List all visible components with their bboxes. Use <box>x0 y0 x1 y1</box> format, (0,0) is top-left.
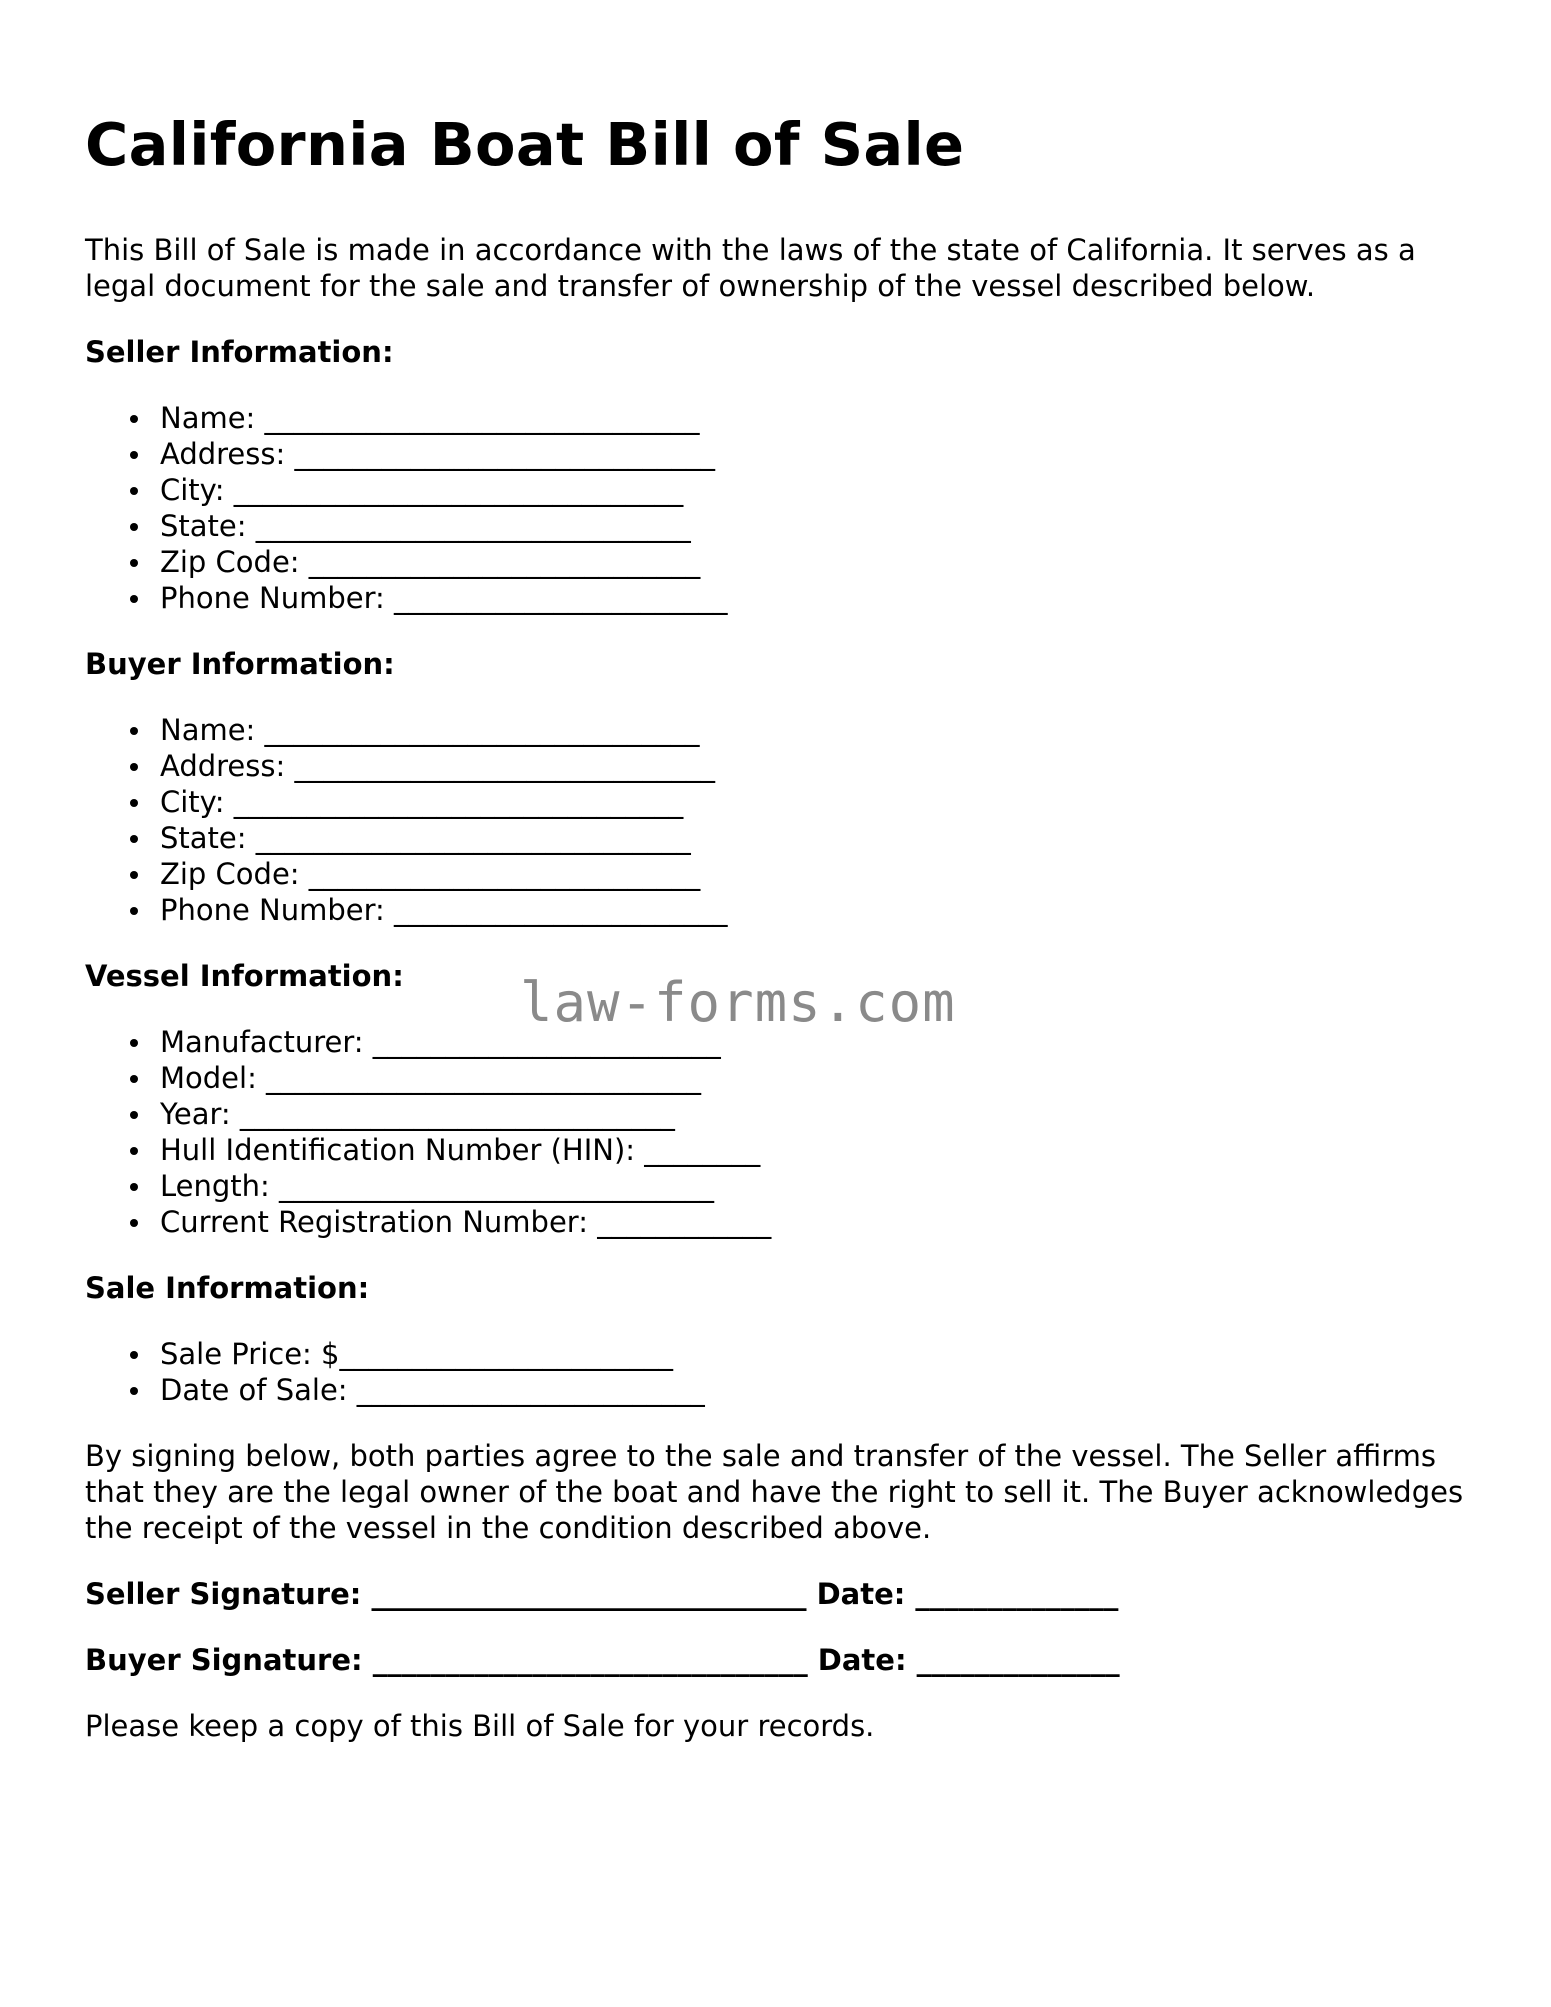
records-note: Please keep a copy of this Bill of Sale for your records. <box>85 1709 875 1743</box>
buyer-zip-field: Zip Code: ___________________________ <box>160 856 1465 892</box>
closing-paragraph: By signing below, both parties agree to the sale and transfer of the vessel. The Seller affirms that they are the legal owner of the boat and have the right to sell it. The Buyer acknowledges the receipt of the vessel in the condition described above. <box>85 1439 1464 1545</box>
vessel-year-field: Year: ______________________________ <box>160 1096 1465 1132</box>
vessel-model-field: Model: ______________________________ <box>160 1060 1465 1096</box>
buyer-fields-list <box>85 712 1465 928</box>
seller-fields-list <box>85 400 1465 616</box>
seller-city-field: City: _______________________________ <box>160 472 1465 508</box>
intro-paragraph: This Bill of Sale is made in accordance with the laws of the state of California. It serves as a legal document for the sale and transfer of ownership of the vessel described below. <box>85 233 1416 303</box>
sale-heading: Sale Information: <box>85 1271 370 1305</box>
buyer-state-field: State: ______________________________ <box>160 820 1465 856</box>
seller-name-field: Name: ______________________________ <box>160 400 1465 436</box>
buyer-signature-line: Buyer Signature: ______________________________ Date: ______________ <box>85 1643 1120 1677</box>
seller-zip-field: Zip Code: ___________________________ <box>160 544 1465 580</box>
seller-heading: Seller Information: <box>85 335 394 369</box>
vessel-fields-list <box>85 1024 1465 1240</box>
sale-price-field: Sale Price: $_______________________ <box>160 1336 1465 1372</box>
watermark: law-forms.com <box>520 971 956 1034</box>
buyer-city-field: City: _______________________________ <box>160 784 1465 820</box>
seller-phone-field: Phone Number: _______________________ <box>160 580 1465 616</box>
buyer-address-field: Address: _____________________________ <box>160 748 1465 784</box>
vessel-length-field: Length: ______________________________ <box>160 1168 1465 1204</box>
vessel-registration-field: Current Registration Number: ____________ <box>160 1204 1465 1240</box>
page-title: California Boat Bill of Sale <box>85 110 965 179</box>
vessel-manufacturer-field: Manufacturer: ________________________ <box>160 1024 1465 1060</box>
buyer-name-field: Name: ______________________________ <box>160 712 1465 748</box>
buyer-phone-field: Phone Number: _______________________ <box>160 892 1465 928</box>
seller-address-field: Address: _____________________________ <box>160 436 1465 472</box>
vessel-heading: Vessel Information: <box>85 959 404 993</box>
sale-date-field: Date of Sale: ________________________ <box>160 1372 1465 1408</box>
seller-signature-line: Seller Signature: ______________________________ Date: ______________ <box>85 1577 1119 1611</box>
seller-state-field: State: ______________________________ <box>160 508 1465 544</box>
sale-fields-list <box>85 1336 1465 1408</box>
vessel-hin-field: Hull Identification Number (HIN): ________ <box>160 1132 1465 1168</box>
buyer-heading: Buyer Information: <box>85 647 395 681</box>
document-page <box>85 100 1465 1744</box>
